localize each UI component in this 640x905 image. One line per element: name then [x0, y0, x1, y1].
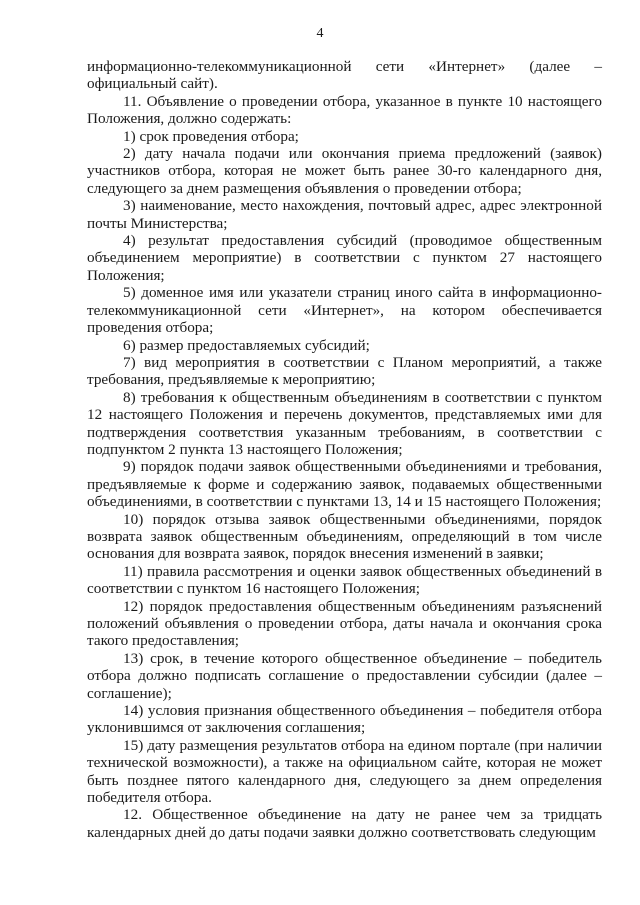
- paragraph: 15) дату размещения результатов отбора на едином портале (при наличии технической возможности), а также на официальном сайте, которая не может быть позднее пятого календарного дня, следующего за днем определения победителя отбора.: [87, 736, 602, 807]
- paragraph: 1) срок проведения отбора;: [123, 127, 299, 145]
- paragraph: 11. Объявление о проведении отбора, указанное в пункте 10 настоящего Положения, должно содержать:: [87, 92, 602, 128]
- paragraph: 14) условия признания общественного объединения – победителя отбора уклонившимся от заключения соглашения;: [87, 702, 602, 737]
- paragraph: 12) порядок предоставления общественным объединениям разъяснений положений объявления о проведении отбора, даты начала и окончания срока такого предоставления;: [87, 597, 602, 650]
- paragraph: 4) результат предоставления субсидий (проводимое общественным объединением мероприятие) в соответствии с пунктом 27 настоящего Положения;: [87, 232, 602, 284]
- page-number: 4: [316, 26, 324, 41]
- paragraph: 9) порядок подачи заявок общественными объединениями и требования, предъявляемые к форме и содержанию заявок, подаваемых общественными объединениями, в соответствии с пунктами 13, 14 и 15 настоящего Положения;: [87, 458, 602, 511]
- paragraph: 7) вид мероприятия в соответствии с Планом мероприятий, а также требования, предъявляемые к мероприятию;: [87, 353, 602, 389]
- paragraph: 11) правила рассмотрения и оценки заявок общественных объединений в соответствии с пунктом 16 настоящего Положения;: [87, 562, 602, 598]
- paragraph: 5) доменное имя или указатели страниц иного сайта в информационно-телекоммуникационной сети «Интернет», на котором обеспечивается проведения отбора;: [87, 284, 602, 337]
- paragraph: 2) дату начала подачи или окончания приема предложений (заявок) участников отбора, которая не может быть ранее 30-го календарного дня, следующего за днем размещения объявления о проведении отбора;: [87, 145, 602, 197]
- paragraph: 13) срок, в течение которого общественное объединение – победитель отбора должно подписать соглашение о предоставлении субсидии (далее – соглашение);: [87, 649, 602, 702]
- paragraph: 3) наименование, место нахождения, почтовый адрес, адрес электронной почты Министерства;: [87, 197, 602, 232]
- paragraph: 8) требования к общественным объединениям в соответствии с пунктом 12 настоящего Положения и перечень документов, представляемых ими для подтверждения соответствия указанным требованиям, в соответствии с подпунктом 2 пункта 13 настоящего Положения;: [87, 388, 602, 458]
- paragraph: информационно-телекоммуникационной сети «Интернет» (далее – официальный сайт).: [87, 58, 602, 93]
- paragraph: 12. Общественное объединение на дату не ранее чем за тридцать календарных дней до даты подачи заявки должно соответствовать следующим: [87, 806, 602, 841]
- paragraph: 6) размер предоставляемых субсидий;: [123, 336, 370, 354]
- document-body: [87, 58, 602, 841]
- paragraph: 10) порядок отзыва заявок общественными объединениями, порядок возврата заявок общественным объединениям, определяющий в том числе основания для возврата заявок, порядок внесения изменений в заявки;: [87, 510, 602, 563]
